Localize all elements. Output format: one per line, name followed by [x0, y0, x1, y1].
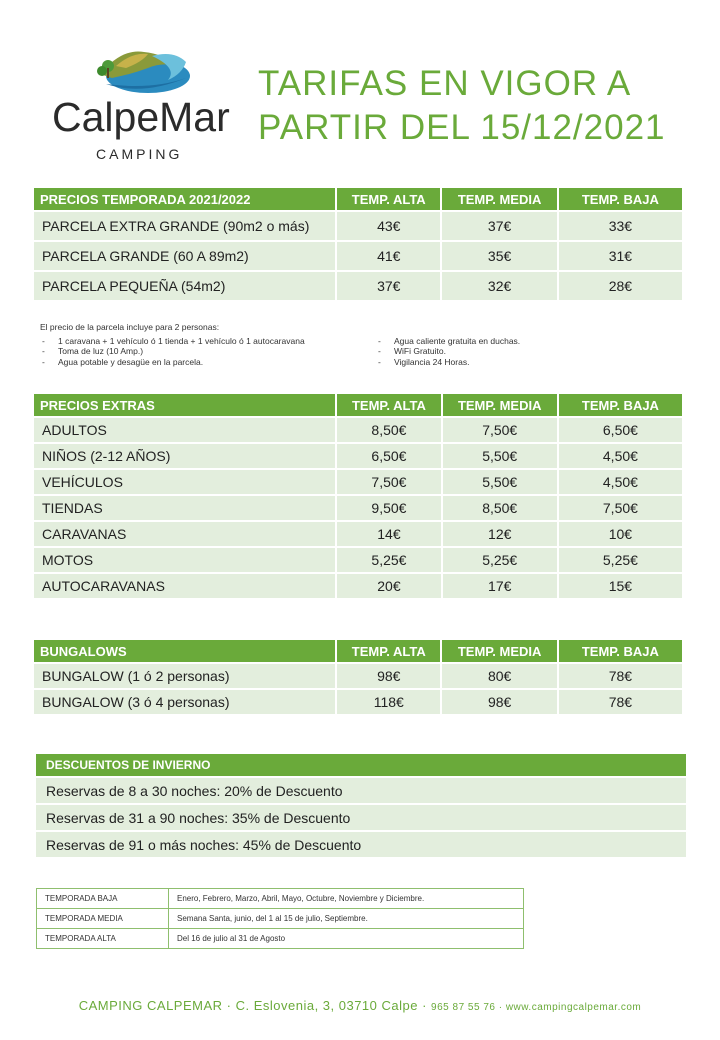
discount-item: Reservas de 31 a 90 noches: 35% de Descuento — [36, 805, 686, 830]
notes-left — [40, 336, 376, 368]
price-cell: 35€ — [442, 242, 556, 270]
notes-right — [376, 326, 596, 368]
row-label: ADULTOS — [34, 418, 335, 442]
season-definitions-table — [36, 888, 524, 949]
note-item: - 1 caravana + 1 vehículo ó 1 tienda + 1 vehículo ó 1 autocaravana — [40, 336, 376, 347]
price-cell: 5,25€ — [559, 548, 682, 572]
season-months: Del 16 de julio al 31 de Agosto — [169, 929, 524, 949]
header-cell: TEMP. BAJA — [559, 640, 682, 662]
winter-discounts-table — [36, 752, 686, 859]
table-row — [34, 664, 682, 688]
price-cell: 98€ — [442, 690, 556, 714]
price-cell: 98€ — [337, 664, 440, 688]
table-row — [34, 574, 682, 598]
price-cell: 78€ — [559, 664, 682, 688]
brand-sub: CAMPING — [96, 146, 183, 162]
table-row — [34, 496, 682, 520]
header-cell: PRECIOS EXTRAS — [34, 394, 335, 416]
table-row — [34, 242, 682, 270]
note-item: - Agua potable y desagüe en la parcela. — [40, 357, 376, 368]
table-row — [36, 778, 686, 803]
header-cell: TEMP. ALTA — [337, 188, 440, 210]
price-cell: 4,50€ — [559, 470, 682, 494]
price-cell: 8,50€ — [443, 496, 557, 520]
price-cell: 5,25€ — [337, 548, 440, 572]
header-cell: BUNGALOWS — [34, 640, 335, 662]
price-cell: 17€ — [443, 574, 557, 598]
note-item: - Vigilancia 24 Horas. — [376, 357, 596, 368]
table-row — [34, 212, 682, 240]
calpemar-logo — [52, 44, 242, 164]
table-header-row — [36, 754, 686, 776]
header-cell: TEMP. BAJA — [559, 394, 682, 416]
page-title — [258, 62, 666, 150]
table-row — [36, 832, 686, 857]
header-cell: TEMP. MEDIA — [442, 188, 556, 210]
header-cell: TEMP. BAJA — [559, 188, 682, 210]
table-row — [34, 470, 682, 494]
row-label: AUTOCARAVANAS — [34, 574, 335, 598]
notes-intro: El precio de la parcela incluye para 2 personas: — [40, 322, 220, 332]
price-cell: 12€ — [443, 522, 557, 546]
price-cell: 7,50€ — [559, 496, 682, 520]
landscape-icon — [82, 44, 192, 96]
row-label: PARCELA GRANDE (60 A 89m2) — [34, 242, 335, 270]
price-cell: 20€ — [337, 574, 440, 598]
header-cell: DESCUENTOS DE INVIERNO — [36, 754, 686, 776]
price-cell: 10€ — [559, 522, 682, 546]
price-cell: 7,50€ — [337, 470, 440, 494]
price-cell: 28€ — [559, 272, 682, 300]
table-row — [34, 690, 682, 714]
price-cell: 9,50€ — [337, 496, 440, 520]
price-cell: 33€ — [559, 212, 682, 240]
table-row — [34, 272, 682, 300]
table-row — [34, 522, 682, 546]
header-cell: TEMP. MEDIA — [442, 640, 556, 662]
row-label: BUNGALOW (3 ó 4 personas) — [34, 690, 335, 714]
header-cell: TEMP. ALTA — [337, 640, 440, 662]
price-cell: 118€ — [337, 690, 440, 714]
price-cell: 14€ — [337, 522, 440, 546]
row-label: PARCELA PEQUEÑA (54m2) — [34, 272, 335, 300]
price-cell: 37€ — [442, 212, 556, 240]
season-months: Semana Santa, junio, del 1 al 15 de julio, Septiembre. — [169, 909, 524, 929]
table-row — [37, 909, 524, 929]
footer — [0, 998, 720, 1013]
footer-contact: 965 87 55 76 · www.campingcalpemar.com — [431, 1002, 642, 1013]
row-label: TIENDAS — [34, 496, 335, 520]
row-label: VEHÍCULOS — [34, 470, 335, 494]
season-name: TEMPORADA MEDIA — [37, 909, 169, 929]
price-cell: 31€ — [559, 242, 682, 270]
price-cell: 41€ — [337, 242, 440, 270]
season-name: TEMPORADA ALTA — [37, 929, 169, 949]
row-label: MOTOS — [34, 548, 335, 572]
table-row — [37, 929, 524, 949]
note-item: - Toma de luz (10 Amp.) — [40, 346, 376, 357]
header-cell: PRECIOS TEMPORADA 2021/2022 — [34, 188, 335, 210]
row-label: NIÑOS (2-12 AÑOS) — [34, 444, 335, 468]
table-row — [34, 418, 682, 442]
price-cell: 15€ — [559, 574, 682, 598]
table-header-row — [34, 394, 682, 416]
price-cell: 80€ — [442, 664, 556, 688]
title-line-2: PARTIR DEL 15/12/2021 — [258, 108, 666, 147]
price-cell: 5,50€ — [443, 470, 557, 494]
price-cell: 32€ — [442, 272, 556, 300]
price-cell: 43€ — [337, 212, 440, 240]
note-item: - WiFi Gratuito. — [376, 346, 596, 357]
price-cell: 37€ — [337, 272, 440, 300]
table-row — [34, 444, 682, 468]
row-label: PARCELA EXTRA GRANDE (90m2 o más) — [34, 212, 335, 240]
season-months: Enero, Febrero, Marzo, Abril, Mayo, Octubre, Noviembre y Diciembre. — [169, 889, 524, 909]
row-label: BUNGALOW (1 ó 2 personas) — [34, 664, 335, 688]
table-row — [37, 889, 524, 909]
price-cell: 4,50€ — [559, 444, 682, 468]
price-cell: 78€ — [559, 690, 682, 714]
discount-item: Reservas de 8 a 30 noches: 20% de Descuento — [36, 778, 686, 803]
table-header-row — [34, 188, 682, 210]
price-cell: 5,50€ — [443, 444, 557, 468]
price-cell: 6,50€ — [337, 444, 440, 468]
price-cell: 8,50€ — [337, 418, 440, 442]
row-label: CARAVANAS — [34, 522, 335, 546]
bungalow-prices-table — [32, 638, 684, 716]
table-row — [34, 548, 682, 572]
included-notes — [40, 322, 600, 367]
extras-prices-table — [32, 392, 684, 600]
note-item: - Agua caliente gratuita en duchas. — [376, 336, 596, 347]
header-cell: TEMP. MEDIA — [443, 394, 557, 416]
header-cell: TEMP. ALTA — [337, 394, 440, 416]
price-cell: 7,50€ — [443, 418, 557, 442]
season-name: TEMPORADA BAJA — [37, 889, 169, 909]
footer-address: CAMPING CALPEMAR · C. Eslovenia, 3, 03710 Calpe · — [78, 998, 427, 1013]
price-cell: 6,50€ — [559, 418, 682, 442]
discount-item: Reservas de 91 o más noches: 45% de Descuento — [36, 832, 686, 857]
parcel-prices-table — [32, 186, 684, 302]
title-line-1: TARIFAS EN VIGOR A — [258, 64, 632, 103]
table-header-row — [34, 640, 682, 662]
brand-name: CalpeMar — [52, 94, 230, 140]
table-row — [36, 805, 686, 830]
price-cell: 5,25€ — [443, 548, 557, 572]
